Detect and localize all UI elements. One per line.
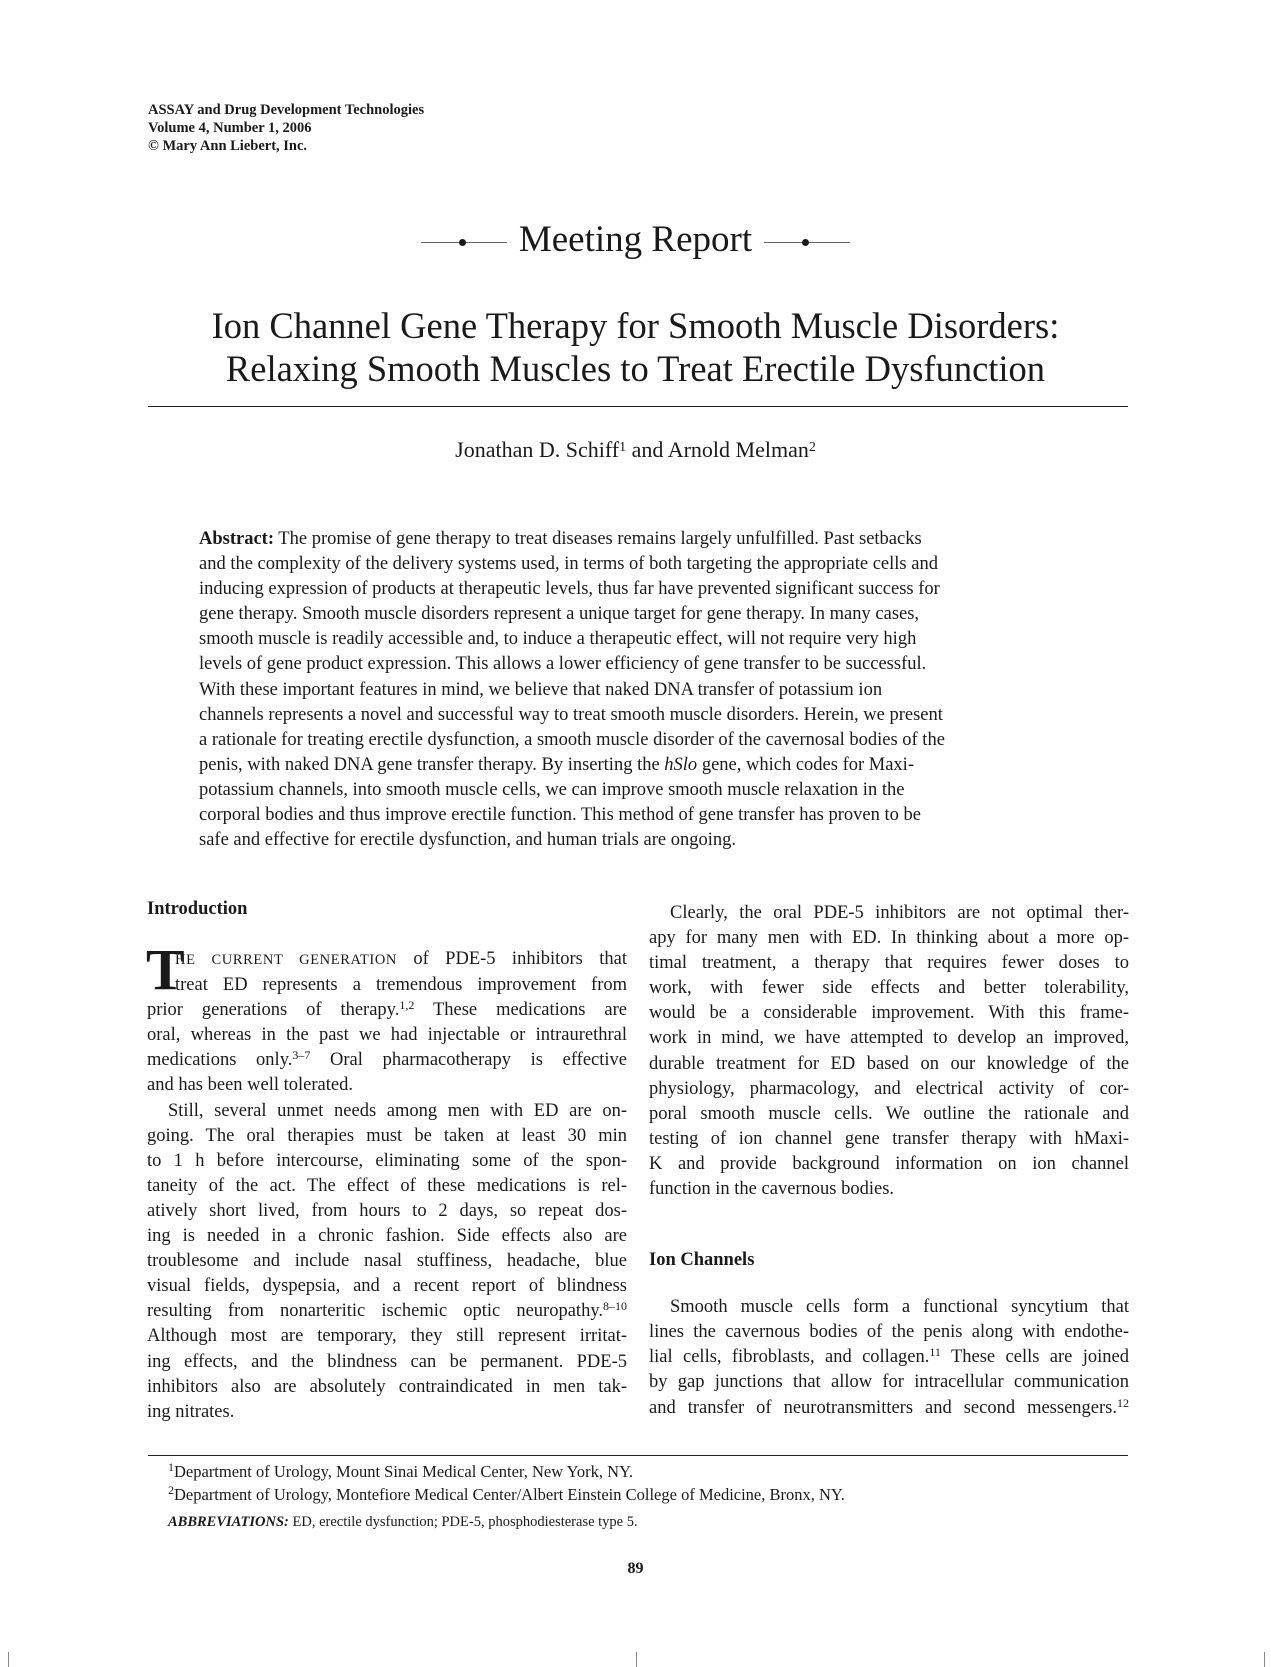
body-line: physiology, pharmacology, and electrical activity of cor- bbox=[649, 1078, 1129, 1099]
body-line: atively short lived, from hours to 2 days, so repeat dos- bbox=[147, 1200, 627, 1221]
body-line: going. The oral therapies must be taken at least 30 min bbox=[147, 1125, 627, 1146]
body-line: apy for many men with ED. In thinking about a more op- bbox=[649, 928, 1129, 949]
section-heading-introduction: Introduction bbox=[147, 899, 248, 919]
author-and: and bbox=[626, 437, 668, 462]
body-line: timal treatment, a therapy that requires fewer doses to bbox=[649, 953, 1129, 974]
body-line: ing effects, and the blindness can be permanent. PDE-5 bbox=[147, 1351, 627, 1372]
author-1-affil: 1 bbox=[619, 440, 627, 455]
body-line: taneity of the act. The effect of these medications is rel- bbox=[147, 1175, 627, 1196]
journal-copyright: © Mary Ann Liebert, Inc. bbox=[148, 138, 308, 154]
abstract-line: smooth muscle is readily accessible and, to induce a therapeutic effect, will not require very high bbox=[199, 629, 917, 650]
body-line: poral smooth muscle cells. We outline the rationale and bbox=[649, 1103, 1129, 1124]
abstract-line: channels represents a novel and successful way to treat smooth muscle disorders. Herein, we present bbox=[199, 704, 943, 725]
body-line: T HE CURRENT GENERATION of PDE-5 inhibitors that bbox=[146, 937, 627, 1002]
citation: 3–7 bbox=[292, 1048, 311, 1063]
journal-volume: Volume 4, Number 1, 2006 bbox=[148, 120, 312, 136]
body-line: resulting from nonarteritic ischemic optic neuropathy.$^{8-10}$ bbox=[147, 1299, 627, 1322]
abstract-line: and the complexity of the delivery systems used, in terms of both targeting the appropriate cells and bbox=[199, 554, 938, 575]
body-line: lines the cavernous bodies of the penis along with endothe- bbox=[649, 1322, 1129, 1343]
ornament-left bbox=[421, 242, 507, 244]
body-line: by gap junctions that allow for intracellular communication bbox=[649, 1372, 1129, 1393]
authors bbox=[0, 436, 1271, 464]
crop-mark-center bbox=[636, 1652, 637, 1667]
body-line: prior generations of therapy.$^{1,2}$ These medications are bbox=[147, 998, 627, 1021]
body-line: and has been well tolerated. bbox=[147, 1075, 353, 1096]
abstract-line: levels of gene product expression. This allows a lower efficiency of gene transfer to be successful. bbox=[199, 654, 927, 675]
body-line: visual fields, dyspepsia, and a recent report of blindness bbox=[147, 1276, 627, 1297]
citation: 11 bbox=[929, 1345, 941, 1360]
citation: 1,2 bbox=[399, 998, 415, 1013]
abbreviations: ABBREVIATIONS: ED, erectile dysfunction; PDE-5, phosphodiesterase type 5. bbox=[168, 1514, 638, 1530]
drop-cap: T bbox=[146, 937, 185, 1002]
abstract-line: penis, with naked DNA gene transfer therapy. By inserting the hSlo gene, which codes for Maxi- bbox=[199, 754, 914, 775]
body-line: and transfer of neurotransmitters and second messengers.$^{12}$ bbox=[649, 1395, 1129, 1418]
abstract-line: corporal bodies and thus improve erectile function. This method of gene transfer has proven to be bbox=[199, 805, 921, 826]
body-line: function in the cavernous bodies. bbox=[649, 1179, 895, 1200]
body-line: K and provide background information on ion channel bbox=[649, 1153, 1129, 1174]
body-line: work, with fewer side effects and better tolerability, bbox=[649, 978, 1129, 999]
body-line: Smooth muscle cells form a functional syncytium that bbox=[670, 1297, 1129, 1318]
author-2-affil: 2 bbox=[808, 440, 816, 455]
body-line: troublesome and include nasal stuffiness, headache, blue bbox=[147, 1251, 627, 1272]
abstract-line: a rationale for treating erectile dysfunction, a smooth muscle disorder of the cavernosal bodies of the bbox=[199, 729, 945, 750]
body-line: lial cells, fibroblasts, and collagen.$^{11}$ These cells are joined bbox=[649, 1345, 1129, 1368]
body-line: testing of ion channel gene transfer therapy with hMaxi- bbox=[649, 1128, 1129, 1149]
body-line: Still, several unmet needs among men with ED are on- bbox=[168, 1100, 627, 1121]
crop-mark-left bbox=[8, 1652, 9, 1667]
journal-name: ASSAY and Drug Development Technologies bbox=[148, 102, 425, 118]
section-heading-ion-channels: Ion Channels bbox=[649, 1250, 755, 1271]
ornament-right bbox=[764, 242, 850, 244]
abstract-line: With these important features in mind, we believe that naked DNA transfer of potassium ion bbox=[199, 679, 883, 700]
body-line: work in mind, we have attempted to develop an improved, bbox=[649, 1028, 1129, 1049]
body-line: oral, whereas in the past we had injectable or intraurethral bbox=[147, 1025, 627, 1046]
affiliations bbox=[168, 1460, 845, 1506]
citation: 12 bbox=[1117, 1395, 1129, 1410]
body-line: ing nitrates. bbox=[147, 1401, 235, 1422]
small-caps-lead: HE CURRENT GENERATION bbox=[175, 952, 397, 968]
gene-name: hSlo bbox=[664, 754, 698, 775]
abstract-line: gene therapy. Smooth muscle disorders represent a unique target for gene therapy. In many cases, bbox=[199, 604, 920, 625]
citation: 8–10 bbox=[603, 1299, 627, 1314]
affiliation-1: $^1$Department of Urology, Mount Sinai Medical Center, New York, NY. bbox=[168, 1460, 633, 1481]
body-line: would be a considerable improvement. With this frame- bbox=[649, 1003, 1129, 1024]
abstract-label: Abstract: bbox=[199, 529, 275, 549]
right-column bbox=[649, 901, 1129, 1421]
body-line: ing is needed in a chronic fashion. Side effects also are bbox=[147, 1226, 627, 1247]
report-label-text: Meeting Report bbox=[518, 219, 753, 260]
body-line: Although most are temporary, they still represent irritat- bbox=[147, 1326, 627, 1347]
journal-info bbox=[148, 101, 424, 155]
affiliation-2: $^2$Department of Urology, Montefiore Medical Center/Albert Einstein College of Medicine, Bronx, NY. bbox=[168, 1483, 845, 1504]
author-2: Arnold Melman bbox=[667, 437, 809, 462]
body-line: medications only.$^{3-7}$ Oral pharmacotherapy is effective bbox=[147, 1048, 627, 1071]
abstract-line: safe and effective for erectile dysfunction, and human trials are ongoing. bbox=[199, 830, 736, 851]
body-line: Clearly, the oral PDE-5 inhibitors are not optimal ther- bbox=[670, 903, 1129, 923]
title-line-2: Relaxing Smooth Muscles to Treat Erectile Dysfunction bbox=[225, 348, 1046, 389]
abstract bbox=[199, 527, 1081, 853]
author-1: Jonathan D. Schiff bbox=[455, 437, 620, 462]
title-rule bbox=[148, 406, 1128, 407]
abstract-line: potassium channels, into smooth muscle cells, we can improve smooth muscle relaxation in the bbox=[199, 779, 905, 800]
body-line: inhibitors also are absolutely contraindicated in men tak- bbox=[147, 1376, 627, 1397]
report-label bbox=[0, 218, 1271, 262]
crop-mark-right bbox=[1264, 1652, 1265, 1667]
paper-title bbox=[100, 304, 1171, 390]
abbreviations-label: ABBREVIATIONS: bbox=[168, 1514, 289, 1530]
footnote-rule bbox=[148, 1455, 1128, 1456]
left-column bbox=[147, 897, 627, 1425]
body-line: to 1 h before intercourse, eliminating some of the spon- bbox=[147, 1150, 627, 1171]
page-number: 89 bbox=[627, 1560, 644, 1577]
body-line: durable treatment for ED based on our knowledge of the bbox=[649, 1053, 1129, 1074]
title-line-1: Ion Channel Gene Therapy for Smooth Muscle Disorders: bbox=[211, 305, 1060, 346]
body-line: treat ED represents a tremendous improvement from bbox=[175, 975, 627, 996]
abstract-line: inducing expression of products at therapeutic levels, thus far have prevented significant success for bbox=[199, 579, 940, 600]
abstract-line: Abstract: The promise of gene therapy to treat diseases remains largely unfulfilled. Past setbacks bbox=[199, 529, 922, 549]
